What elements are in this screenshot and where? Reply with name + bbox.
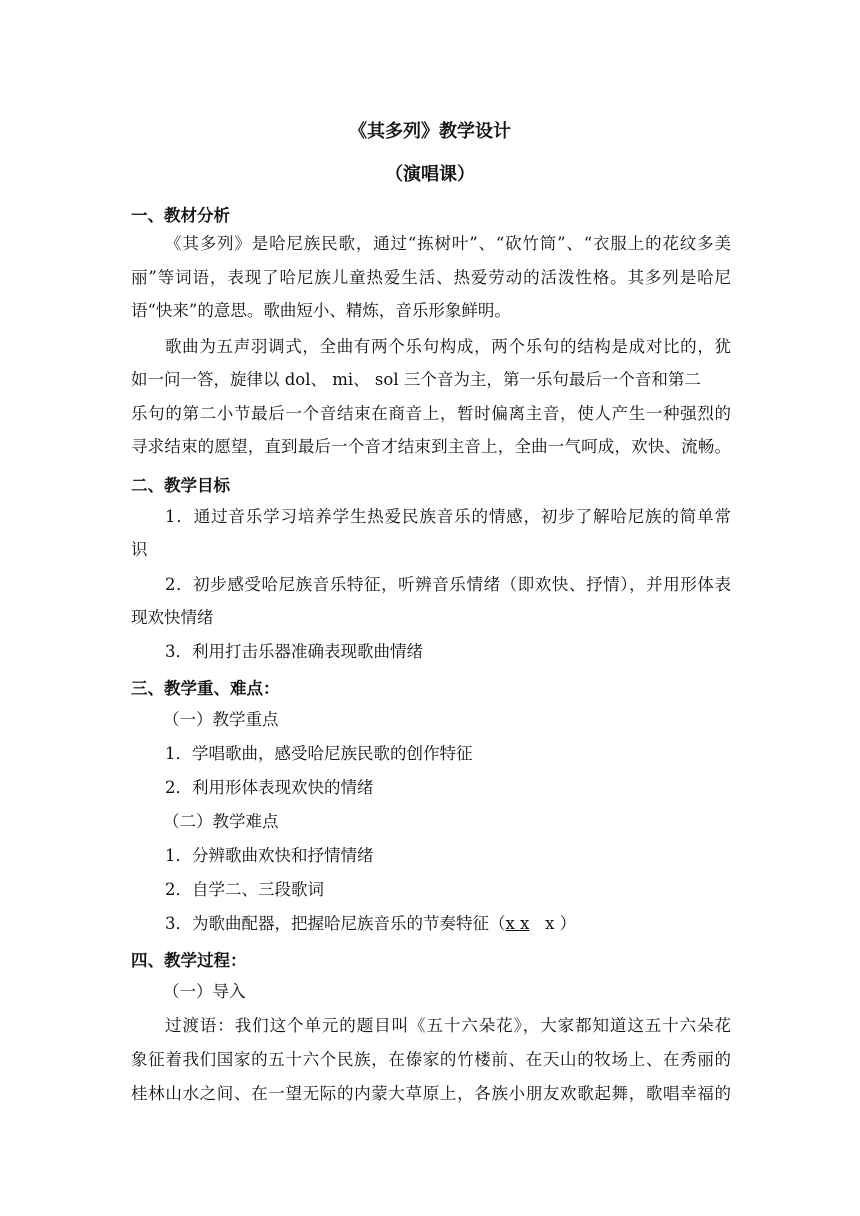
paragraph-line: 《其多列》是哈尼族民歌，通过“拣树叶”、“砍竹筒”、“衣服上的花纹多美 (165, 234, 731, 253)
paragraph-line: 丽”等词语，表现了哈尼族儿童热爱生活、热爱劳动的活泼性格。其多列是哈尼 (131, 268, 731, 287)
list-item: 2．初步感受哈尼族音乐特征，听辨音乐情绪（即欢快、抒情），并用形体表 (165, 575, 731, 594)
list-item: 2．自学二、三段歌词 (165, 880, 324, 899)
subheading-intro: （一）导入 (163, 982, 246, 1001)
list-item-text-end: x ） (529, 914, 577, 933)
list-item (165, 913, 731, 935)
paragraph-line: 桂林山水之间、在一望无际的内蒙大草原上，各族小朋友欢歌起舞，歌唱幸福的 (131, 1084, 731, 1103)
rhythm-notation: x x (505, 914, 530, 933)
section-heading-objectives: 二、教学目标 (131, 476, 230, 495)
document-title: 《其多列》教学设计 (349, 121, 511, 142)
list-item: 1．分辨歌曲欢快和抒情情绪 (165, 846, 374, 865)
list-item-continuation: 识 (131, 540, 148, 559)
subheading-difficulties: （二）教学难点 (163, 812, 279, 831)
paragraph-line: 歌曲为五声羽调式，全曲有两个乐句构成，两个乐句的结构是成对比的，犹 (165, 337, 731, 356)
list-item-text: 3．为歌曲配器，把握哈尼族音乐的节奏特征（ (165, 914, 506, 933)
paragraph-line: 乐句的第二小节最后一个音结束在商音上，暂时偏离主音，使人产生一种强烈的 (131, 404, 731, 423)
section-heading-key-points: 三、教学重、难点： (131, 679, 280, 698)
paragraph-line: 过渡语：我们这个单元的题目叫《五十六朵花》，大家都知道这五十六朵花 (165, 1016, 731, 1035)
document-subtitle: （演唱课） (385, 164, 475, 185)
list-item: 1．学唱歌曲，感受哈尼族民歌的创作特征 (165, 744, 473, 763)
paragraph-line: 象征着我们国家的五十六个民族，在傣家的竹楼前、在天山的牧场上、在秀丽的 (131, 1050, 731, 1069)
paragraph-line: 语“快来”的意思。歌曲短小、精炼，音乐形象鲜明。 (131, 301, 511, 320)
paragraph-line: 如一问一答，旋律以 dol、 mi、 sol 三个音为主，第一乐句最后一个音和第二 (131, 370, 701, 389)
subheading-key-points: （一）教学重点 (163, 710, 279, 729)
section-heading-analysis: 一、教材分析 (131, 206, 230, 225)
list-item-continuation: 现欢快情绪 (131, 608, 214, 627)
list-item: 2．利用形体表现欢快的情绪 (165, 778, 374, 797)
list-item: 1．通过音乐学习培养学生热爱民族音乐的情感，初步了解哈尼族的简单常 (165, 507, 731, 526)
paragraph-line: 寻求结束的愿望，直到最后一个音才结束到主音上，全曲一气呵成，欢快、流畅。 (131, 437, 731, 456)
section-heading-process: 四、教学过程： (131, 951, 247, 970)
list-item: 3．利用打击乐器准确表现歌曲情绪 (165, 642, 423, 661)
